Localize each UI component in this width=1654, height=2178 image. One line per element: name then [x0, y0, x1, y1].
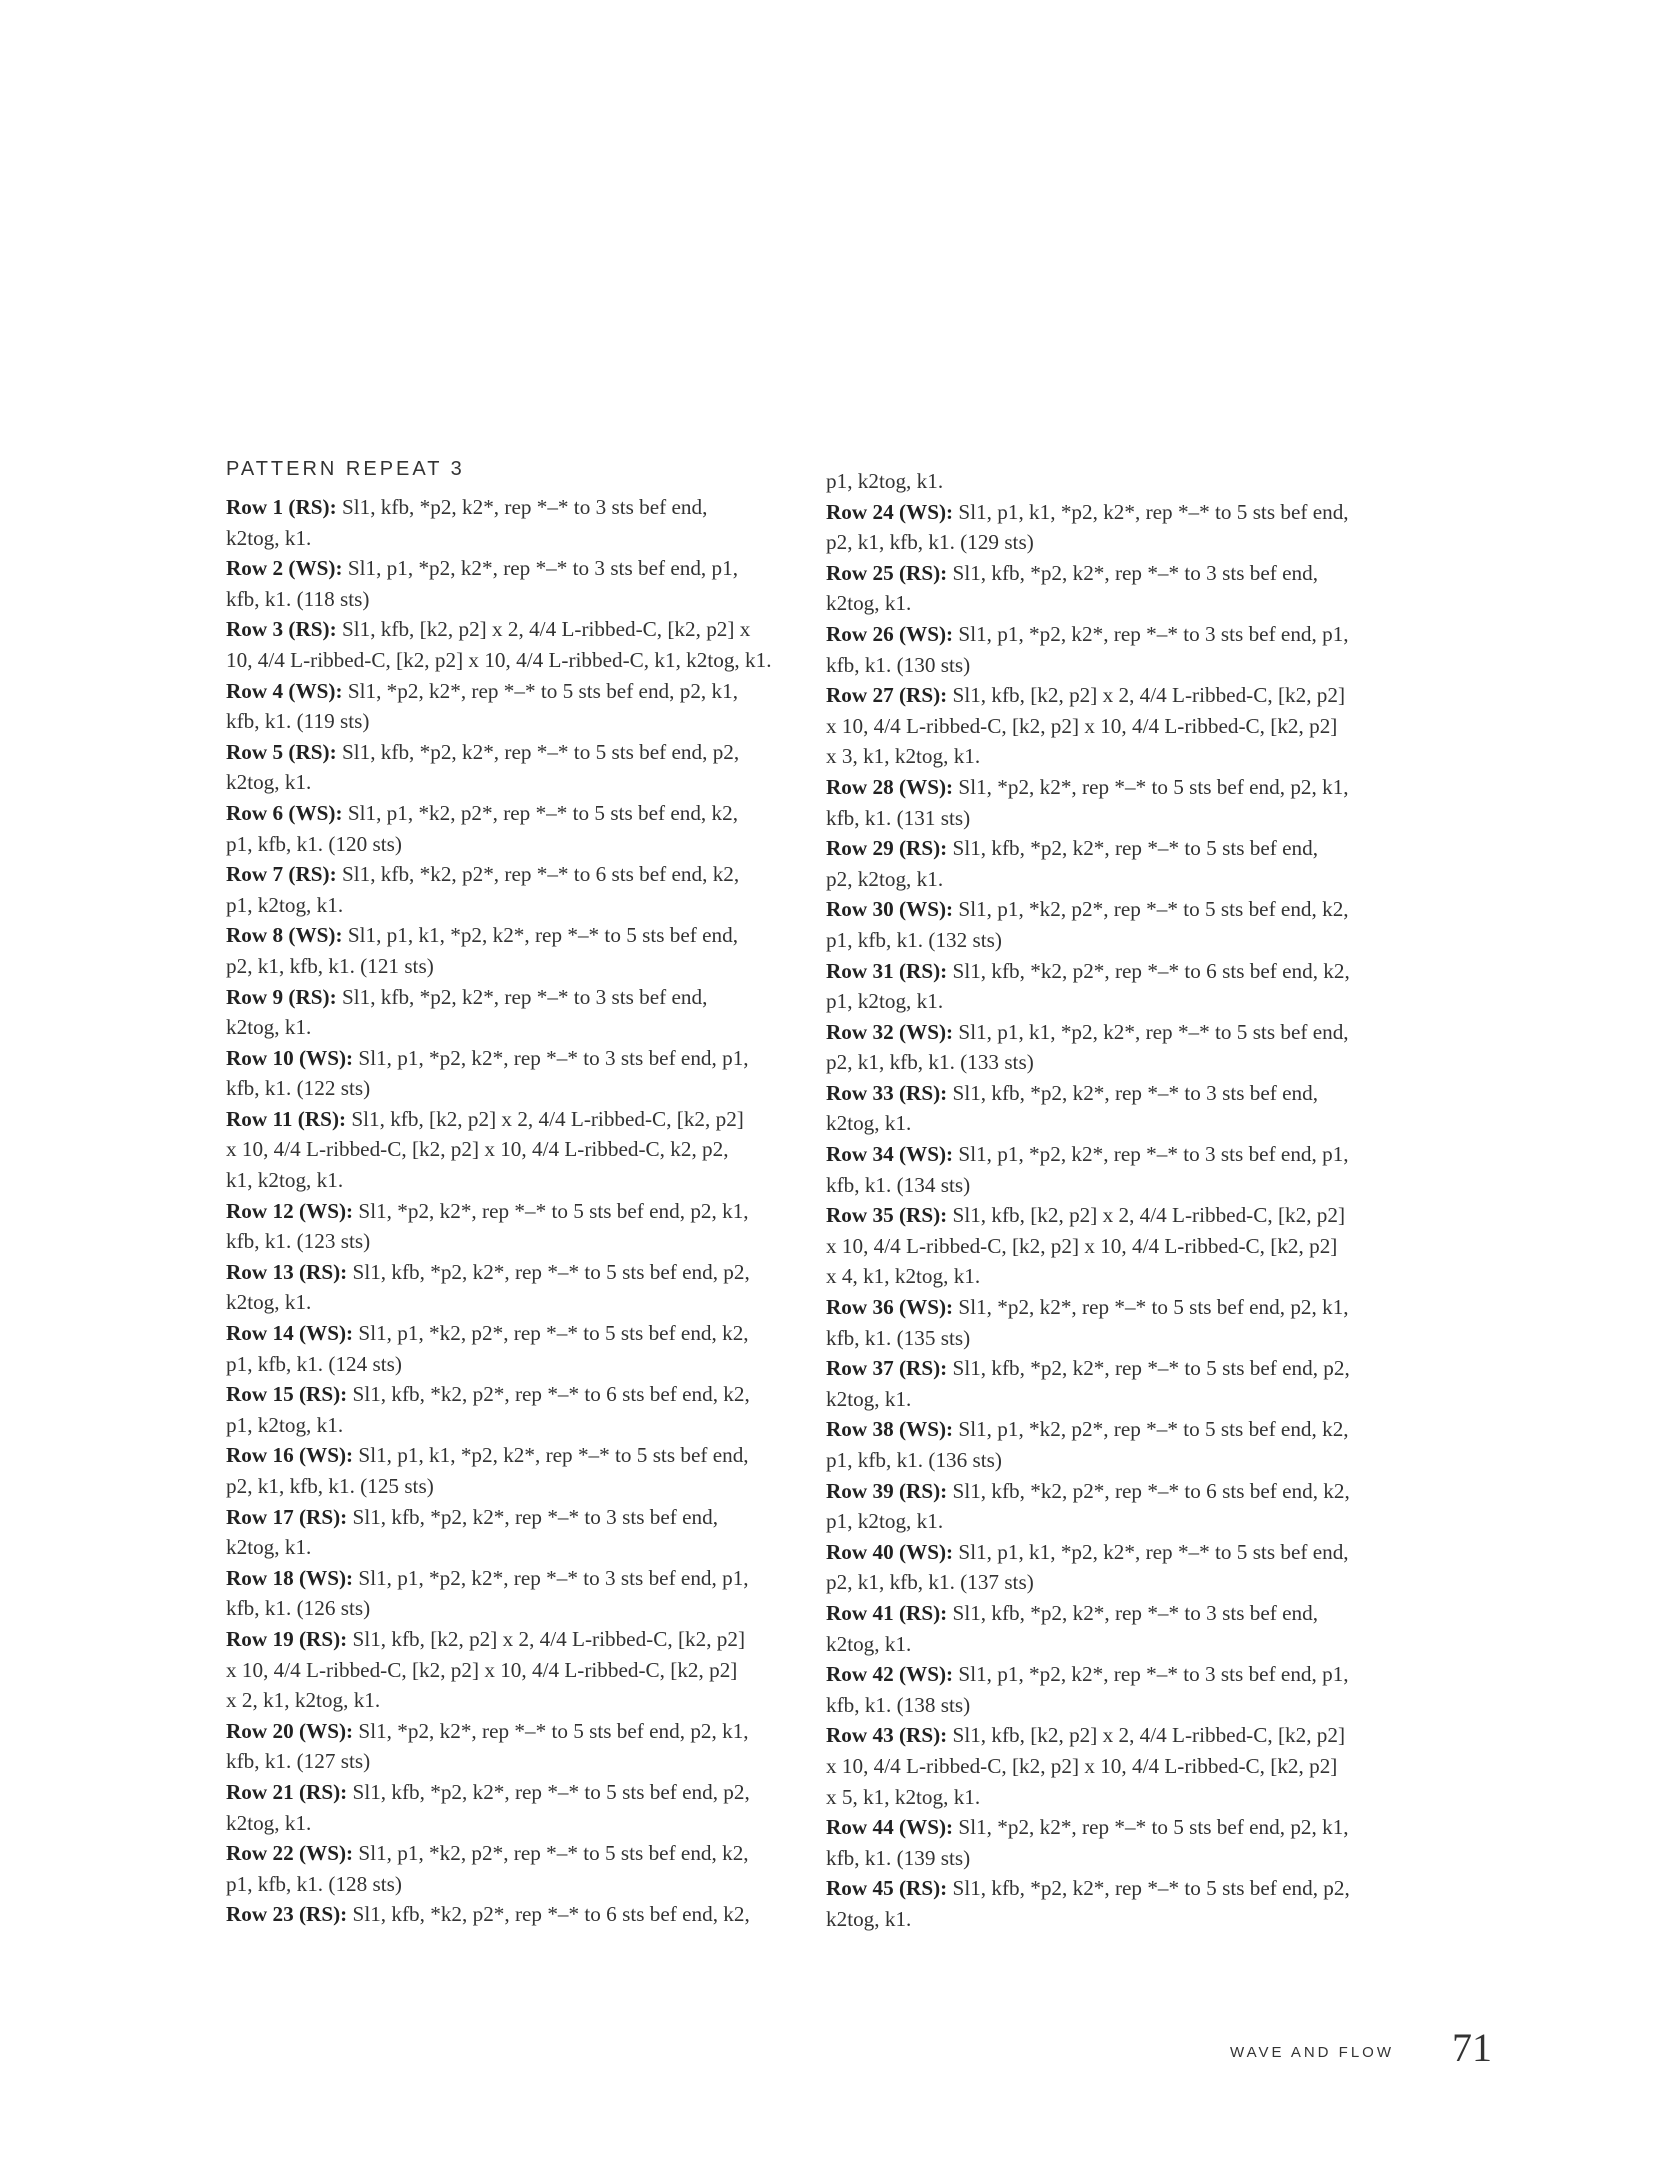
instruction-line	[826, 1690, 1406, 1721]
instruction-line	[226, 1379, 806, 1410]
instruction-line	[826, 1108, 1406, 1139]
instruction-line	[826, 466, 1406, 497]
row-text: Sl1, p1, *k2, p2*, rep *–* to 5 sts bef end, k2,	[953, 897, 1349, 922]
row-label: Row 17 (RS):	[226, 1504, 348, 1529]
row-text: Sl1, kfb, [k2, p2] x 2, 4/4 L-ribbed-C, [k2, p2]	[947, 683, 1346, 708]
row-text: k2tog, k1.	[226, 770, 312, 795]
row-text: k2tog, k1.	[226, 1015, 312, 1040]
row-text: Sl1, p1, *p2, k2*, rep *–* to 3 sts bef end, p1,	[342, 556, 739, 581]
instruction-line	[226, 523, 806, 554]
row-text: x 10, 4/4 L-ribbed-C, [k2, p2] x 10, 4/4 L-ribbed-C, [k2, p2]	[826, 1233, 1338, 1258]
row-label: Row 37 (RS):	[826, 1356, 948, 1381]
instruction-line	[826, 956, 1406, 987]
row-text: Sl1, p1, k1, *p2, k2*, rep *–* to 5 sts bef end,	[953, 1539, 1349, 1564]
instruction-line	[826, 619, 1406, 650]
row-text: k1, k2tog, k1.	[226, 1168, 344, 1193]
row-label: Row 29 (RS):	[826, 836, 948, 861]
row-text: p1, k2tog, k1.	[826, 1509, 944, 1534]
instruction-line	[826, 527, 1406, 558]
instruction-line	[826, 803, 1406, 834]
row-label: Row 18 (WS):	[226, 1565, 354, 1590]
instruction-line	[226, 1685, 806, 1716]
row-text: Sl1, kfb, *k2, p2*, rep *–* to 6 sts bef end, k2,	[347, 1382, 750, 1407]
row-text: Sl1, p1, k1, *p2, k2*, rep *–* to 5 sts bef end,	[353, 1443, 749, 1468]
row-text: Sl1, p1, *p2, k2*, rep *–* to 3 sts bef end, p1,	[953, 621, 1349, 646]
row-text: Sl1, p1, *p2, k2*, rep *–* to 3 sts bef end, p1,	[953, 1662, 1349, 1687]
instruction-line	[226, 920, 806, 951]
instruction-line	[826, 680, 1406, 711]
row-text: Sl1, *p2, k2*, rep *–* to 5 sts bef end, p2, k1,	[353, 1198, 749, 1223]
instruction-line	[226, 1655, 806, 1686]
row-label: Row 34 (WS):	[826, 1142, 954, 1167]
row-text: Sl1, kfb, [k2, p2] x 2, 4/4 L-ribbed-C, [k2, p2]	[346, 1106, 744, 1131]
running-footer-title: WAVE AND FLOW	[1230, 2044, 1395, 2061]
instruction-line	[226, 1165, 806, 1196]
row-text: Sl1, kfb, [k2, p2] x 2, 4/4 L-ribbed-C, [k2, p2]	[947, 1203, 1346, 1228]
row-label: Row 4 (WS):	[226, 678, 343, 703]
row-text: Sl1, kfb, *p2, k2*, rep *–* to 5 sts bef end, p2,	[336, 739, 740, 764]
instruction-line	[226, 1471, 806, 1502]
row-text: p2, k1, kfb, k1. (129 sts)	[826, 530, 1034, 555]
instruction-line	[226, 1716, 806, 1747]
row-label: Row 8 (WS):	[226, 923, 343, 948]
row-label: Row 24 (WS):	[826, 499, 954, 524]
row-label: Row 41 (RS):	[826, 1600, 948, 1625]
row-text: kfb, k1. (123 sts)	[226, 1229, 371, 1254]
row-text: Sl1, kfb, [k2, p2] x 2, 4/4 L-ribbed-C, [k2, p2] x	[336, 617, 751, 642]
row-text: k2tog, k1.	[826, 1386, 912, 1411]
row-text: kfb, k1. (135 sts)	[826, 1325, 971, 1350]
row-label: Row 1 (RS):	[226, 495, 337, 519]
instruction-line	[226, 614, 806, 645]
instruction-line	[226, 676, 806, 707]
row-label: Row 20 (WS):	[226, 1718, 354, 1743]
row-text: x 5, k1, k2tog, k1.	[826, 1784, 981, 1809]
instruction-line	[826, 1629, 1406, 1660]
instruction-line	[826, 772, 1406, 803]
instruction-line	[226, 1563, 806, 1594]
row-text: k2tog, k1.	[226, 1535, 312, 1560]
row-text: Sl1, kfb, *k2, p2*, rep *–* to 6 sts bef end, k2,	[947, 1478, 1350, 1503]
instruction-line	[226, 890, 806, 921]
row-label: Row 28 (WS):	[826, 774, 954, 799]
row-text: kfb, k1. (138 sts)	[826, 1692, 971, 1717]
row-label: Row 16 (WS):	[226, 1443, 354, 1468]
row-label: Row 23 (RS):	[226, 1902, 348, 1927]
row-text: Sl1, p1, *p2, k2*, rep *–* to 3 sts bef end, p1,	[353, 1565, 749, 1590]
row-text: Sl1, kfb, *p2, k2*, rep *–* to 3 sts bef end,	[347, 1504, 718, 1529]
row-text: Sl1, *p2, k2*, rep *–* to 5 sts bef end, p2, k1,	[953, 774, 1349, 799]
row-text: p1, kfb, k1. (136 sts)	[826, 1448, 1002, 1472]
instruction-line	[226, 553, 806, 584]
row-label: Row 39 (RS):	[826, 1478, 948, 1503]
instruction-line	[226, 798, 806, 829]
row-text: x 10, 4/4 L-ribbed-C, [k2, p2] x 10, 4/4 L-ribbed-C, [k2, p2]	[826, 713, 1338, 738]
instruction-line	[826, 1384, 1406, 1415]
row-text: kfb, k1. (122 sts)	[226, 1076, 371, 1101]
instruction-line	[826, 1292, 1406, 1323]
row-text: Sl1, kfb, *k2, p2*, rep *–* to 6 sts bef end, k2,	[347, 1902, 750, 1927]
instruction-line	[826, 1323, 1406, 1354]
row-text: Sl1, *p2, k2*, rep *–* to 5 sts bef end, p2, k1,	[953, 1815, 1349, 1840]
row-text: kfb, k1. (139 sts)	[826, 1845, 971, 1870]
section-heading: PATTERN REPEAT 3	[226, 458, 465, 480]
row-text: p1, kfb, k1. (120 sts)	[226, 831, 402, 856]
row-label: Row 36 (WS):	[826, 1295, 954, 1320]
row-label: Row 7 (RS):	[226, 862, 337, 887]
instruction-line	[826, 1231, 1406, 1262]
instruction-line	[826, 1537, 1406, 1568]
row-text: 10, 4/4 L-ribbed-C, [k2, p2] x 10, 4/4 L-ribbed-C, k1, k2tog, k1.	[226, 647, 772, 672]
instruction-line	[826, 1598, 1406, 1629]
instruction-line	[826, 864, 1406, 895]
instruction-line	[826, 1904, 1406, 1935]
instruction-line	[226, 1043, 806, 1074]
row-text: kfb, k1. (131 sts)	[826, 805, 971, 830]
row-label: Row 25 (RS):	[826, 560, 948, 585]
row-text: p1, k2tog, k1.	[226, 1412, 344, 1437]
instruction-line	[226, 1196, 806, 1227]
instruction-line	[226, 706, 806, 737]
instruction-line	[226, 1318, 806, 1349]
instruction-line	[226, 951, 806, 982]
instruction-line	[826, 986, 1406, 1017]
row-text: Sl1, kfb, *k2, p2*, rep *–* to 6 sts bef end, k2,	[336, 862, 740, 887]
row-text: Sl1, p1, *p2, k2*, rep *–* to 3 sts bef end, p1,	[953, 1142, 1349, 1167]
row-label: Row 6 (WS):	[226, 800, 343, 825]
row-text: Sl1, p1, *k2, p2*, rep *–* to 5 sts bef end, k2,	[353, 1321, 749, 1346]
row-text: Sl1, p1, *k2, p2*, rep *–* to 5 sts bef end, k2,	[953, 1417, 1349, 1442]
instruction-line	[826, 894, 1406, 925]
row-label: Row 2 (WS):	[226, 556, 343, 581]
row-label: Row 15 (RS):	[226, 1382, 348, 1407]
instruction-line	[826, 925, 1406, 956]
row-label: Row 9 (RS):	[226, 984, 337, 1009]
instruction-line	[826, 1659, 1406, 1690]
row-text: x 2, k1, k2tog, k1.	[226, 1688, 381, 1713]
row-text: Sl1, *p2, k2*, rep *–* to 5 sts bef end, p2, k1,	[342, 678, 739, 703]
left-column	[226, 492, 806, 1930]
row-text: p1, k2tog, k1.	[826, 469, 944, 493]
instruction-line	[226, 1349, 806, 1380]
row-text: kfb, k1. (126 sts)	[226, 1596, 371, 1621]
instruction-line	[826, 1170, 1406, 1201]
row-text: k2tog, k1.	[826, 1906, 912, 1931]
row-label: Row 43 (RS):	[826, 1723, 948, 1748]
row-label: Row 12 (WS):	[226, 1198, 354, 1223]
row-text: x 10, 4/4 L-ribbed-C, [k2, p2] x 10, 4/4 L-ribbed-C, [k2, p2]	[826, 1753, 1338, 1778]
instruction-line	[226, 1410, 806, 1441]
instruction-line	[226, 1624, 806, 1655]
instruction-line	[226, 859, 806, 890]
row-text: k2tog, k1.	[826, 1111, 912, 1136]
row-text: p2, k1, kfb, k1. (121 sts)	[226, 953, 434, 978]
row-label: Row 22 (WS):	[226, 1841, 354, 1866]
row-text: kfb, k1. (130 sts)	[826, 652, 971, 677]
row-label: Row 14 (WS):	[226, 1321, 354, 1346]
row-text: k2tog, k1.	[226, 1290, 312, 1315]
row-text: p2, k1, kfb, k1. (125 sts)	[226, 1474, 434, 1498]
row-text: p2, k1, kfb, k1. (133 sts)	[826, 1050, 1034, 1075]
instruction-line	[826, 588, 1406, 619]
row-label: Row 40 (WS):	[826, 1539, 954, 1564]
row-text: x 10, 4/4 L-ribbed-C, [k2, p2] x 10, 4/4 L-ribbed-C, [k2, p2]	[226, 1657, 738, 1682]
row-label: Row 10 (WS):	[226, 1045, 354, 1070]
row-label: Row 21 (RS):	[226, 1779, 348, 1804]
row-text: Sl1, kfb, *p2, k2*, rep *–* to 3 sts bef end,	[947, 1600, 1318, 1625]
instruction-line	[226, 645, 806, 676]
row-label: Row 19 (RS):	[226, 1626, 348, 1651]
row-label: Row 33 (RS):	[826, 1080, 948, 1105]
instruction-line	[226, 1440, 806, 1471]
instruction-line	[826, 1261, 1406, 1292]
row-text: k2tog, k1.	[826, 591, 912, 616]
right-column	[826, 466, 1406, 1935]
instruction-line	[826, 833, 1406, 864]
row-text: x 10, 4/4 L-ribbed-C, [k2, p2] x 10, 4/4 L-ribbed-C, k2, p2,	[226, 1137, 729, 1162]
row-text: Sl1, kfb, *p2, k2*, rep *–* to 5 sts bef end, p2,	[347, 1259, 750, 1284]
row-label: Row 5 (RS):	[226, 739, 337, 764]
instruction-line	[826, 1017, 1406, 1048]
row-text: Sl1, p1, *k2, p2*, rep *–* to 5 sts bef end, k2,	[342, 800, 739, 825]
instruction-line	[226, 1532, 806, 1563]
row-text: k2tog, k1.	[226, 525, 312, 550]
row-text: Sl1, p1, *p2, k2*, rep *–* to 3 sts bef end, p1,	[353, 1045, 749, 1070]
row-text: x 3, k1, k2tog, k1.	[826, 744, 981, 769]
row-label: Row 42 (WS):	[826, 1662, 954, 1687]
row-text: Sl1, p1, k1, *p2, k2*, rep *–* to 5 sts bef end,	[953, 1019, 1349, 1044]
instruction-line	[226, 1899, 806, 1930]
row-text: Sl1, *p2, k2*, rep *–* to 5 sts bef end, p2, k1,	[353, 1718, 749, 1743]
row-text: Sl1, kfb, [k2, p2] x 2, 4/4 L-ribbed-C, [k2, p2]	[347, 1626, 746, 1651]
instruction-line	[826, 650, 1406, 681]
row-label: Row 38 (WS):	[826, 1417, 954, 1442]
instruction-line	[226, 1012, 806, 1043]
instruction-line	[226, 767, 806, 798]
row-text: kfb, k1. (118 sts)	[226, 586, 370, 611]
instruction-line	[826, 558, 1406, 589]
row-text: p1, kfb, k1. (124 sts)	[226, 1351, 402, 1376]
row-text: Sl1, kfb, *p2, k2*, rep *–* to 3 sts bef end,	[947, 560, 1318, 585]
instruction-line	[826, 711, 1406, 742]
row-text: Sl1, kfb, *p2, k2*, rep *–* to 3 sts bef end,	[336, 495, 708, 519]
row-text: Sl1, p1, *k2, p2*, rep *–* to 5 sts bef end, k2,	[353, 1841, 749, 1866]
row-text: Sl1, kfb, *p2, k2*, rep *–* to 5 sts bef end, p2,	[947, 1876, 1350, 1901]
instruction-line	[226, 1593, 806, 1624]
row-label: Row 35 (RS):	[826, 1203, 948, 1228]
instruction-line	[226, 982, 806, 1013]
instruction-line	[226, 1777, 806, 1808]
instruction-line	[826, 741, 1406, 772]
row-text: p2, k1, kfb, k1. (137 sts)	[826, 1570, 1034, 1595]
row-text: Sl1, kfb, *p2, k2*, rep *–* to 5 sts bef end, p2,	[347, 1779, 750, 1804]
row-text: p2, k2tog, k1.	[826, 866, 944, 891]
instruction-line	[826, 1476, 1406, 1507]
instruction-line	[226, 1257, 806, 1288]
instruction-line	[826, 1873, 1406, 1904]
row-text: p1, kfb, k1. (128 sts)	[226, 1871, 402, 1896]
row-text: Sl1, kfb, *k2, p2*, rep *–* to 6 sts bef end, k2,	[947, 958, 1350, 983]
instruction-line	[826, 1506, 1406, 1537]
row-text: kfb, k1. (119 sts)	[226, 709, 370, 734]
row-label: Row 45 (RS):	[826, 1876, 948, 1901]
row-text: kfb, k1. (134 sts)	[826, 1172, 971, 1197]
instruction-line	[226, 1104, 806, 1135]
instruction-line	[826, 1843, 1406, 1874]
instruction-line	[226, 1134, 806, 1165]
row-text: Sl1, kfb, [k2, p2] x 2, 4/4 L-ribbed-C, [k2, p2]	[947, 1723, 1346, 1748]
instruction-line	[826, 497, 1406, 528]
instruction-line	[226, 1502, 806, 1533]
row-text: Sl1, *p2, k2*, rep *–* to 5 sts bef end, p2, k1,	[953, 1295, 1349, 1320]
instruction-line	[226, 1287, 806, 1318]
row-text: x 4, k1, k2tog, k1.	[826, 1264, 981, 1289]
row-text: kfb, k1. (127 sts)	[226, 1749, 371, 1774]
instruction-line	[226, 1746, 806, 1777]
row-label: Row 30 (WS):	[826, 897, 954, 922]
instruction-line	[826, 1751, 1406, 1782]
row-label: Row 32 (WS):	[826, 1019, 954, 1044]
instruction-line	[226, 1226, 806, 1257]
row-text: Sl1, kfb, *p2, k2*, rep *–* to 5 sts bef end, p2,	[947, 1356, 1350, 1381]
instruction-line	[826, 1078, 1406, 1109]
instruction-line	[226, 1808, 806, 1839]
row-label: Row 31 (RS):	[826, 958, 948, 983]
row-text: Sl1, kfb, *p2, k2*, rep *–* to 3 sts bef end,	[336, 984, 708, 1009]
row-text: Sl1, kfb, *p2, k2*, rep *–* to 5 sts bef end,	[947, 836, 1318, 861]
row-label: Row 13 (RS):	[226, 1259, 348, 1284]
instruction-line	[226, 1869, 806, 1900]
instruction-line	[826, 1200, 1406, 1231]
instruction-line	[826, 1139, 1406, 1170]
row-text: p1, k2tog, k1.	[226, 892, 344, 917]
instruction-line	[826, 1782, 1406, 1813]
row-label: Row 26 (WS):	[826, 621, 954, 646]
row-text: Sl1, kfb, *p2, k2*, rep *–* to 3 sts bef end,	[947, 1080, 1318, 1105]
instruction-line	[826, 1047, 1406, 1078]
row-text: Sl1, p1, k1, *p2, k2*, rep *–* to 5 sts bef end,	[953, 499, 1349, 524]
instruction-line	[226, 737, 806, 768]
instruction-line	[826, 1567, 1406, 1598]
row-text: k2tog, k1.	[826, 1631, 912, 1656]
row-text: k2tog, k1.	[226, 1810, 312, 1835]
instruction-line	[826, 1414, 1406, 1445]
instruction-line	[826, 1445, 1406, 1476]
instruction-line	[226, 584, 806, 615]
page-number: 71	[1452, 2025, 1492, 2070]
instruction-line	[826, 1720, 1406, 1751]
row-text: p1, kfb, k1. (132 sts)	[826, 927, 1002, 952]
row-label: Row 3 (RS):	[226, 617, 337, 642]
instruction-line	[226, 492, 806, 523]
instruction-line	[226, 829, 806, 860]
row-text: Sl1, p1, k1, *p2, k2*, rep *–* to 5 sts bef end,	[342, 923, 739, 948]
row-text: p1, k2tog, k1.	[826, 989, 944, 1014]
instruction-line	[226, 1073, 806, 1104]
instruction-line	[826, 1812, 1406, 1843]
row-label: Row 11 (RS):	[226, 1106, 347, 1131]
instruction-line	[826, 1353, 1406, 1384]
row-label: Row 27 (RS):	[826, 683, 948, 708]
row-label: Row 44 (WS):	[826, 1815, 954, 1840]
instruction-line	[226, 1838, 806, 1869]
